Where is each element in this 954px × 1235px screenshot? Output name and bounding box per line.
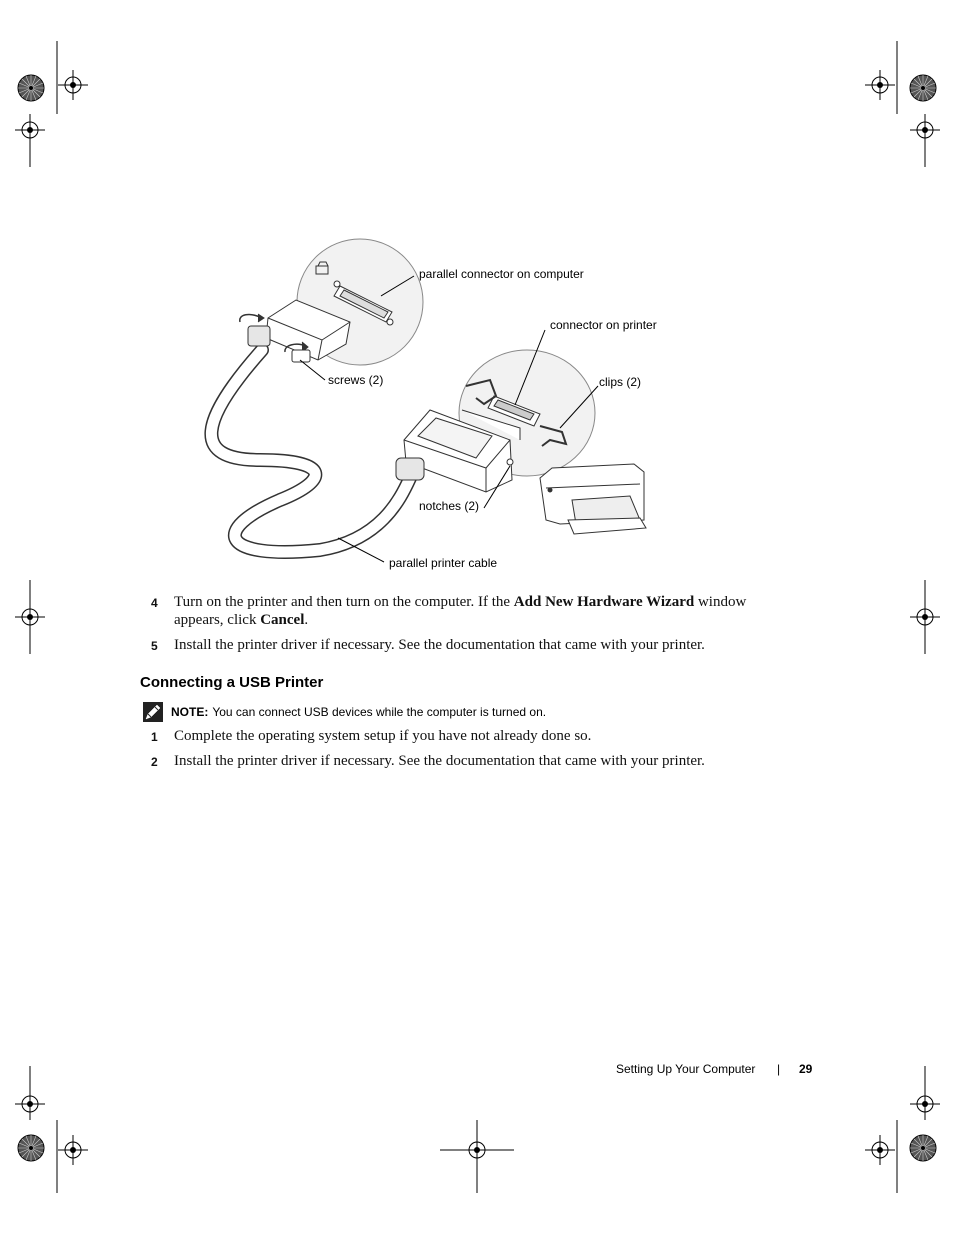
footer-chapter-title: Setting Up Your Computer: [616, 1062, 756, 1076]
callout-screws: screws (2): [328, 373, 384, 387]
step-5: [140, 636, 760, 654]
note-label: NOTE:: [171, 705, 209, 719]
step-2: [140, 752, 760, 770]
callout-parallel-connector-on-computer: parallel connector on computer: [419, 267, 584, 281]
add-new-hardware-wizard-label: Add New Hardware Wizard: [513, 594, 695, 610]
callout-notches: notches (2): [419, 499, 480, 513]
footer-separator: |: [777, 1062, 781, 1076]
step-4-number: 4: [151, 596, 158, 610]
step-1-text: Complete the operating system setup if you have not already done so.: [174, 728, 592, 744]
note: [143, 702, 546, 722]
printer: [540, 464, 646, 534]
step-4-text-mid: window appears, click: [174, 594, 747, 628]
step-2-text: Install the printer driver if necessary. See the documentation that came with your printer.: [174, 753, 705, 769]
step-5-number: 5: [151, 639, 158, 653]
step-2-number: 2: [151, 755, 158, 769]
callout-connector-on-printer: connector on printer: [550, 318, 657, 332]
step-4: [140, 593, 760, 629]
section-heading: Connecting a USB Printer: [140, 674, 324, 691]
callout-parallel-printer-cable: parallel printer cable: [389, 556, 498, 570]
step-5-text: Install the printer driver if necessary. See the documentation that came with your printer.: [174, 637, 705, 653]
step-1-number: 1: [151, 730, 158, 744]
pencil-note-icon: [143, 702, 163, 722]
callout-clips: clips (2): [599, 375, 642, 389]
step-1: [140, 727, 760, 745]
step-4-text: [174, 593, 760, 629]
note-text: You can connect USB devices while the computer is turned on.: [212, 705, 547, 719]
step-4-text-pre: Turn on the printer and then turn on the computer. If the: [174, 594, 514, 610]
step-4-text-post: .: [304, 612, 309, 628]
cancel-label: Cancel: [260, 612, 305, 628]
page-number: 29: [799, 1062, 813, 1076]
